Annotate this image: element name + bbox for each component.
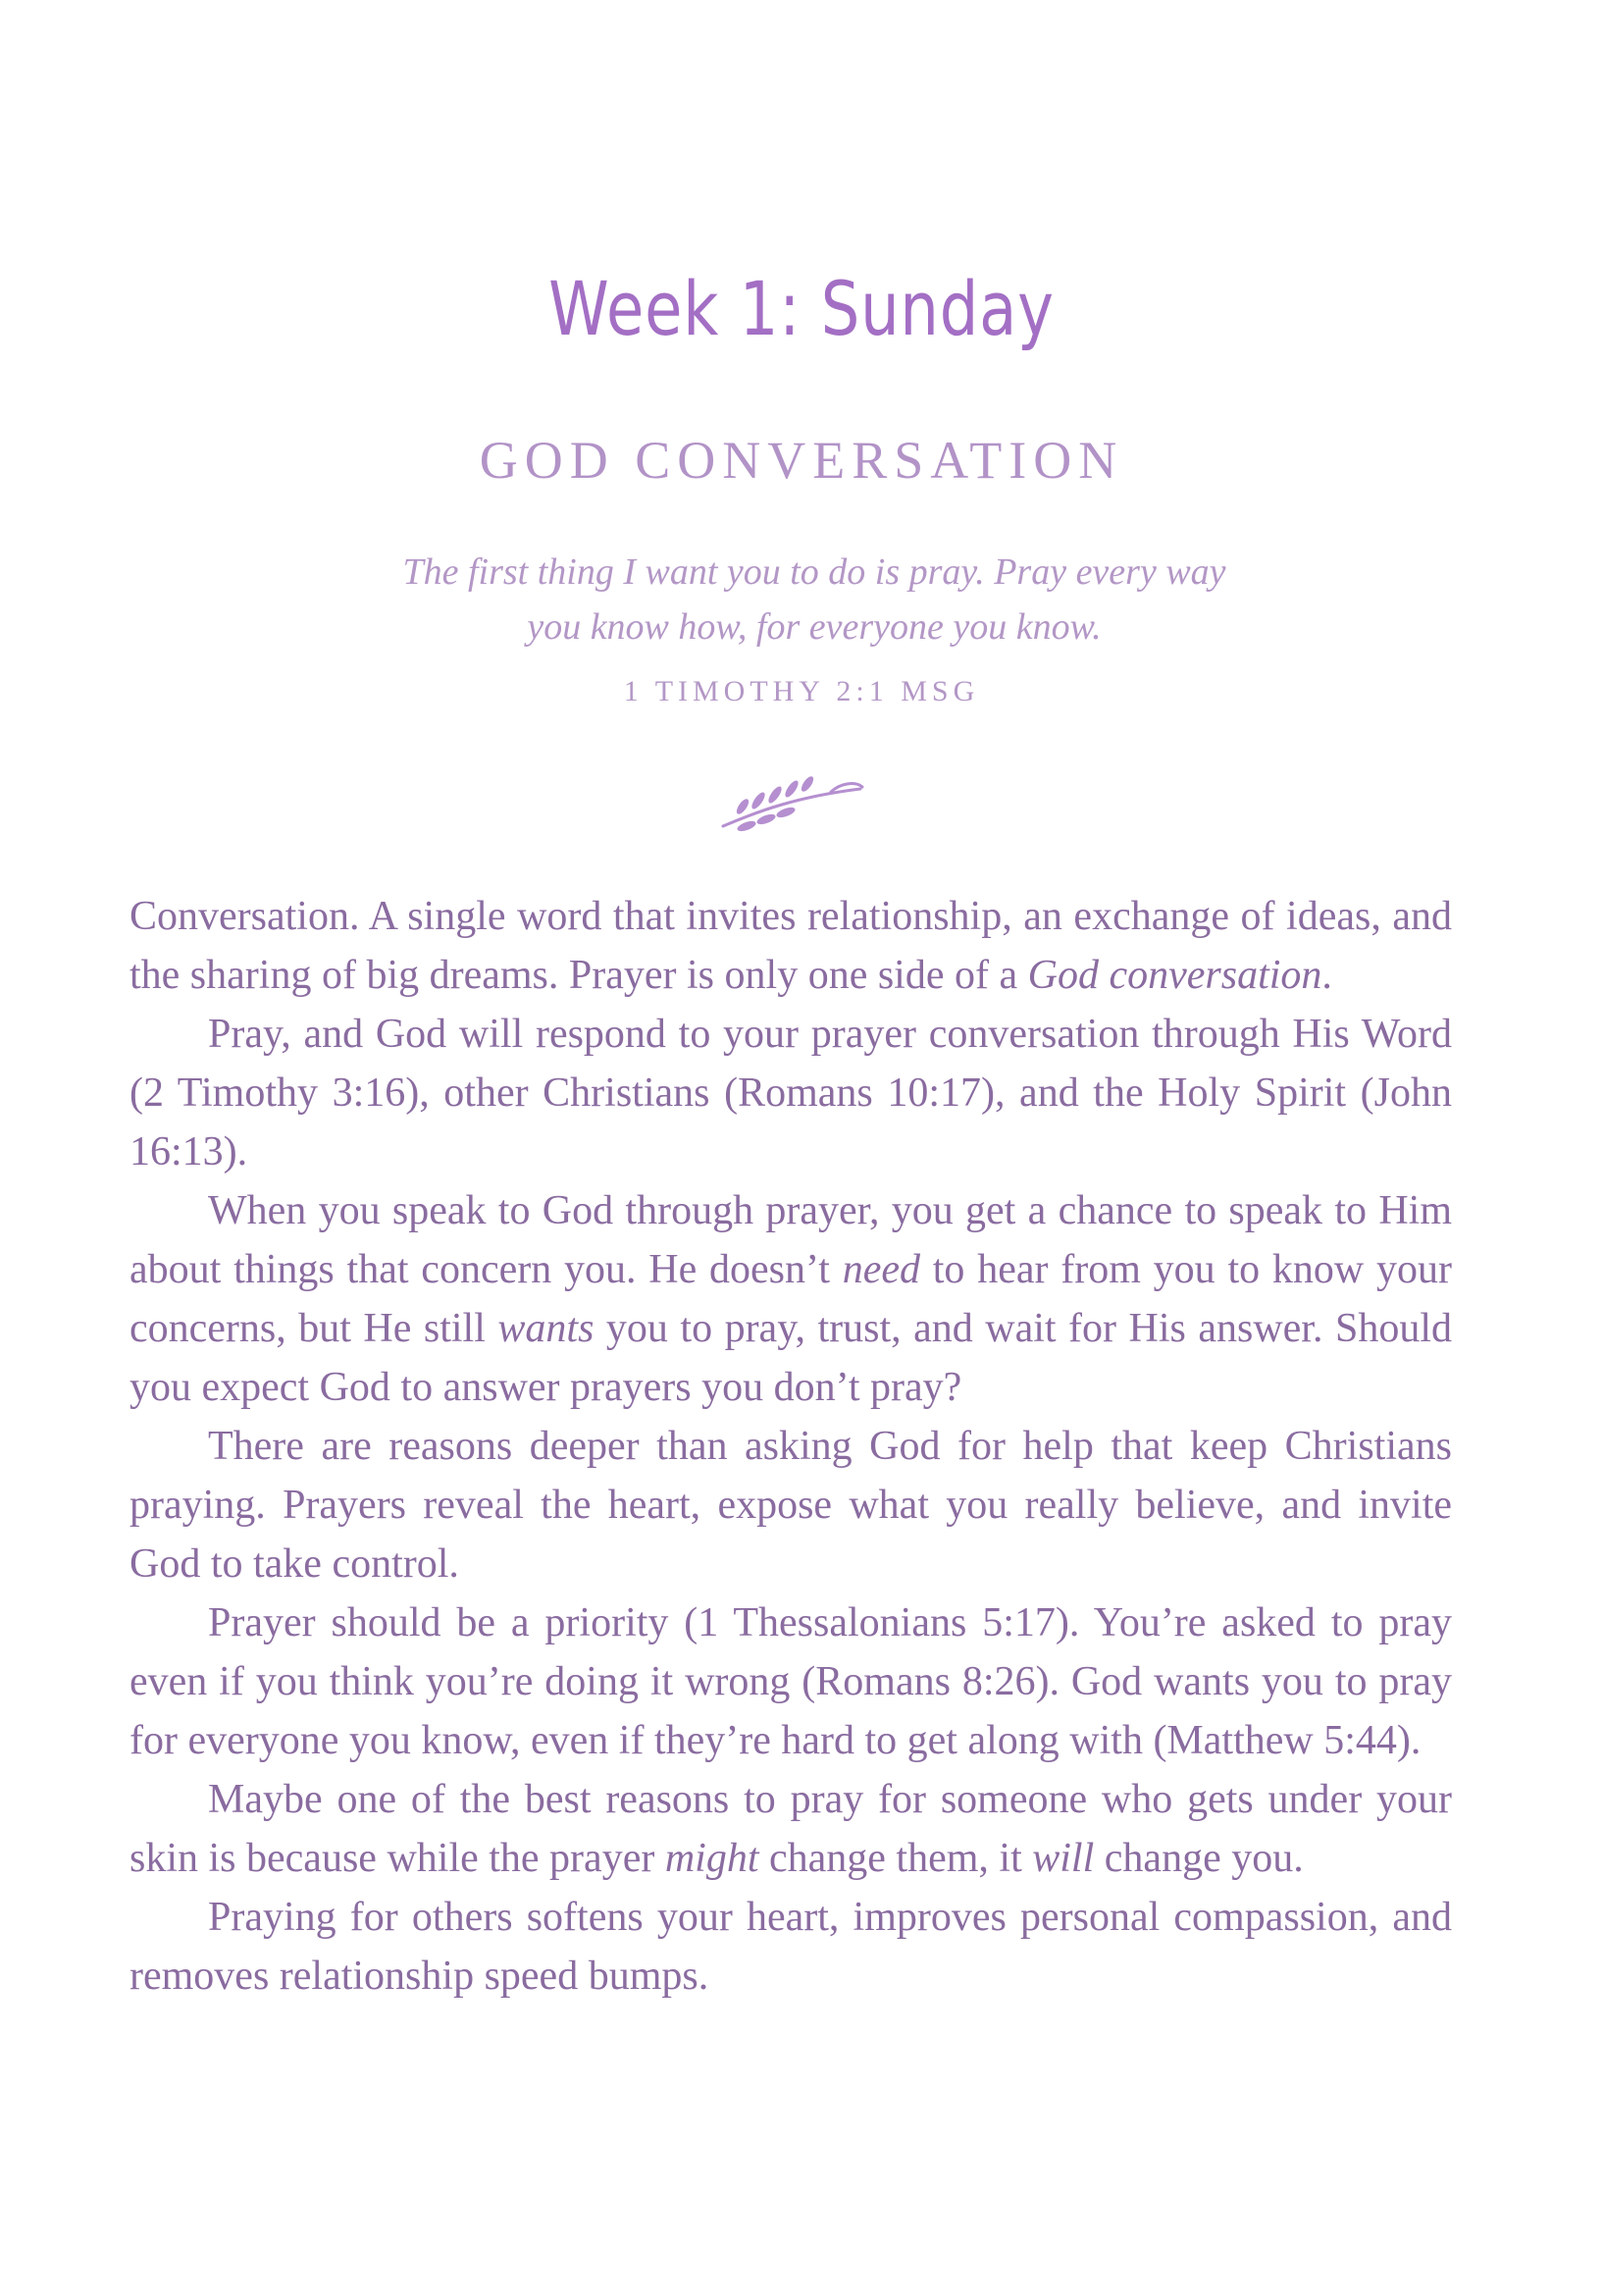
epigraph-line-2: you know how, for everyone you know.: [527, 606, 1102, 648]
paragraph-6: Maybe one of the best reasons to pray for someone who gets under your skin is because while the prayer might change them, it will change you.: [129, 1777, 1452, 1881]
epigraph-citation: 1 TIMOTHY 2:1 MSG: [623, 675, 980, 707]
paragraph-4: There are reasons deeper than asking God for help that keep Christians praying. Prayers reveal the heart, expose what you really believe, and invite God to take control.: [129, 1424, 1452, 1587]
paragraph-2: Pray, and God will respond to your prayer conversation through His Word (2 Timothy 3:16), other Christians (Romans 10:17), and the Holy Spirit (John 16:13).: [129, 1012, 1452, 1174]
paragraph-5: Prayer should be a priority (1 Thessalonians 5:17). You’re asked to pray even if you think you’re doing it wrong (Romans 8:26). God wants you to pray for everyone you know, even if they’re hard to get along with (Matthew 5:44).: [129, 1600, 1452, 1763]
laurel-branch-icon: [713, 767, 870, 836]
section-subtitle: GOD CONVERSATION: [479, 431, 1124, 490]
paragraph-3: When you speak to God through prayer, you get a chance to speak to Him about things that concern you. He doesn’t need to hear from you to know your concerns, but He still wants you to pray, trust, and wait for His answer. Should you expect God to answer prayers you don’t pray?: [129, 1188, 1452, 1410]
epigraph-quote: [373, 545, 1256, 654]
paragraph-1: Conversation. A single word that invites relationship, an exchange of ideas, and the sharing of big dreams. Prayer is only one side of a God conversation.: [129, 894, 1452, 998]
page-title: Week 1: Sunday: [548, 265, 1055, 352]
epigraph-line-1: The first thing I want you to do is pray. Pray every way: [402, 551, 1226, 593]
paragraph-7: Praying for others softens your heart, improves personal compassion, and removes relationship speed bumps.: [129, 1895, 1452, 1999]
devotional-body: [129, 887, 1452, 2006]
